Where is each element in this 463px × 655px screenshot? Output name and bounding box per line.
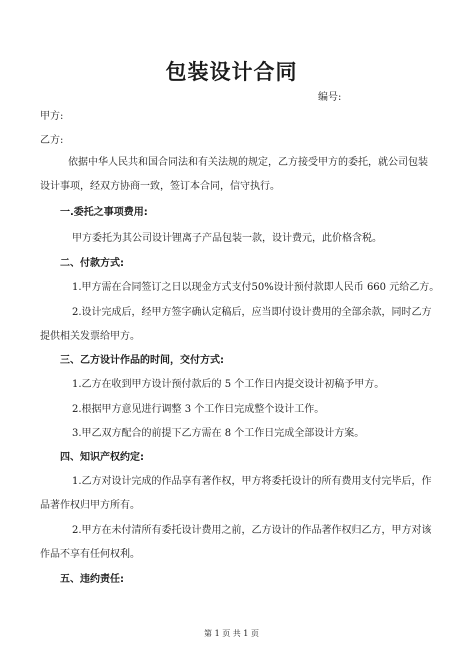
paragraph-line: 品著作权归甲方所有。 [40, 500, 140, 511]
paragraph-line: 2.设计完成后，经甲方签字确认定稿后，应当即付设计费用的全部余款，同时乙方 [72, 307, 432, 318]
section-heading: 一.委托之事项费用: [60, 207, 148, 218]
paragraph-line: 2.甲方在未付清所有委托设计费用之前，乙方设计的作品著作权归乙方，甲方对该 [72, 525, 432, 536]
party-a-label: 甲方: [40, 111, 64, 122]
section-heading: 二、付款方式: [60, 258, 124, 269]
section-heading: 三、乙方设计作品的时间，交付方式: [60, 355, 224, 366]
paragraph-line: 作品不享有任何权利。 [40, 549, 140, 560]
paragraph-line: 1.乙方对设计完成的作品享有著作权，甲方将委托设计的所有费用支付完毕后，作 [72, 476, 432, 487]
paragraph-line: 1.乙方在收到甲方设计预付款后的 5 个工作日内提交设计初稿予甲方。 [72, 379, 385, 390]
document-title: 包装设计合同 [165, 60, 298, 84]
paragraph-line: 3.甲乙双方配合的前提下乙方需在 8 个工作日完成全部设计方案。 [72, 428, 365, 439]
paragraph-line: 甲方委托为其公司设计锂离子产品包装一款，设计费元，此价格含税。 [72, 233, 382, 244]
paragraph-line: 提供相关发票给甲方。 [40, 331, 140, 342]
section-heading: 五、违约责任: [60, 574, 124, 585]
section-heading: 四、知识产权约定: [60, 452, 144, 463]
page-footer: 第 1 页 共 1 页 [204, 629, 259, 638]
contract-number-label: 编号: [318, 92, 342, 103]
party-b-label: 乙方: [40, 135, 64, 146]
paragraph-line: 2.根据甲方意见进行调整 3 个工作日完成整个设计工作。 [72, 404, 325, 415]
preamble-line: 设计事项，经双方协商一致，签订本合同，信守执行。 [40, 181, 280, 192]
paragraph-line: 1.甲方需在合同签订之日以现金方式支付50%设计预付款即人民币 660 元给乙方。 [72, 282, 440, 293]
preamble-line: 依据中华人民共和国合同法和有关法规的规定，乙方接受甲方的委托，就公司包装 [68, 157, 428, 168]
